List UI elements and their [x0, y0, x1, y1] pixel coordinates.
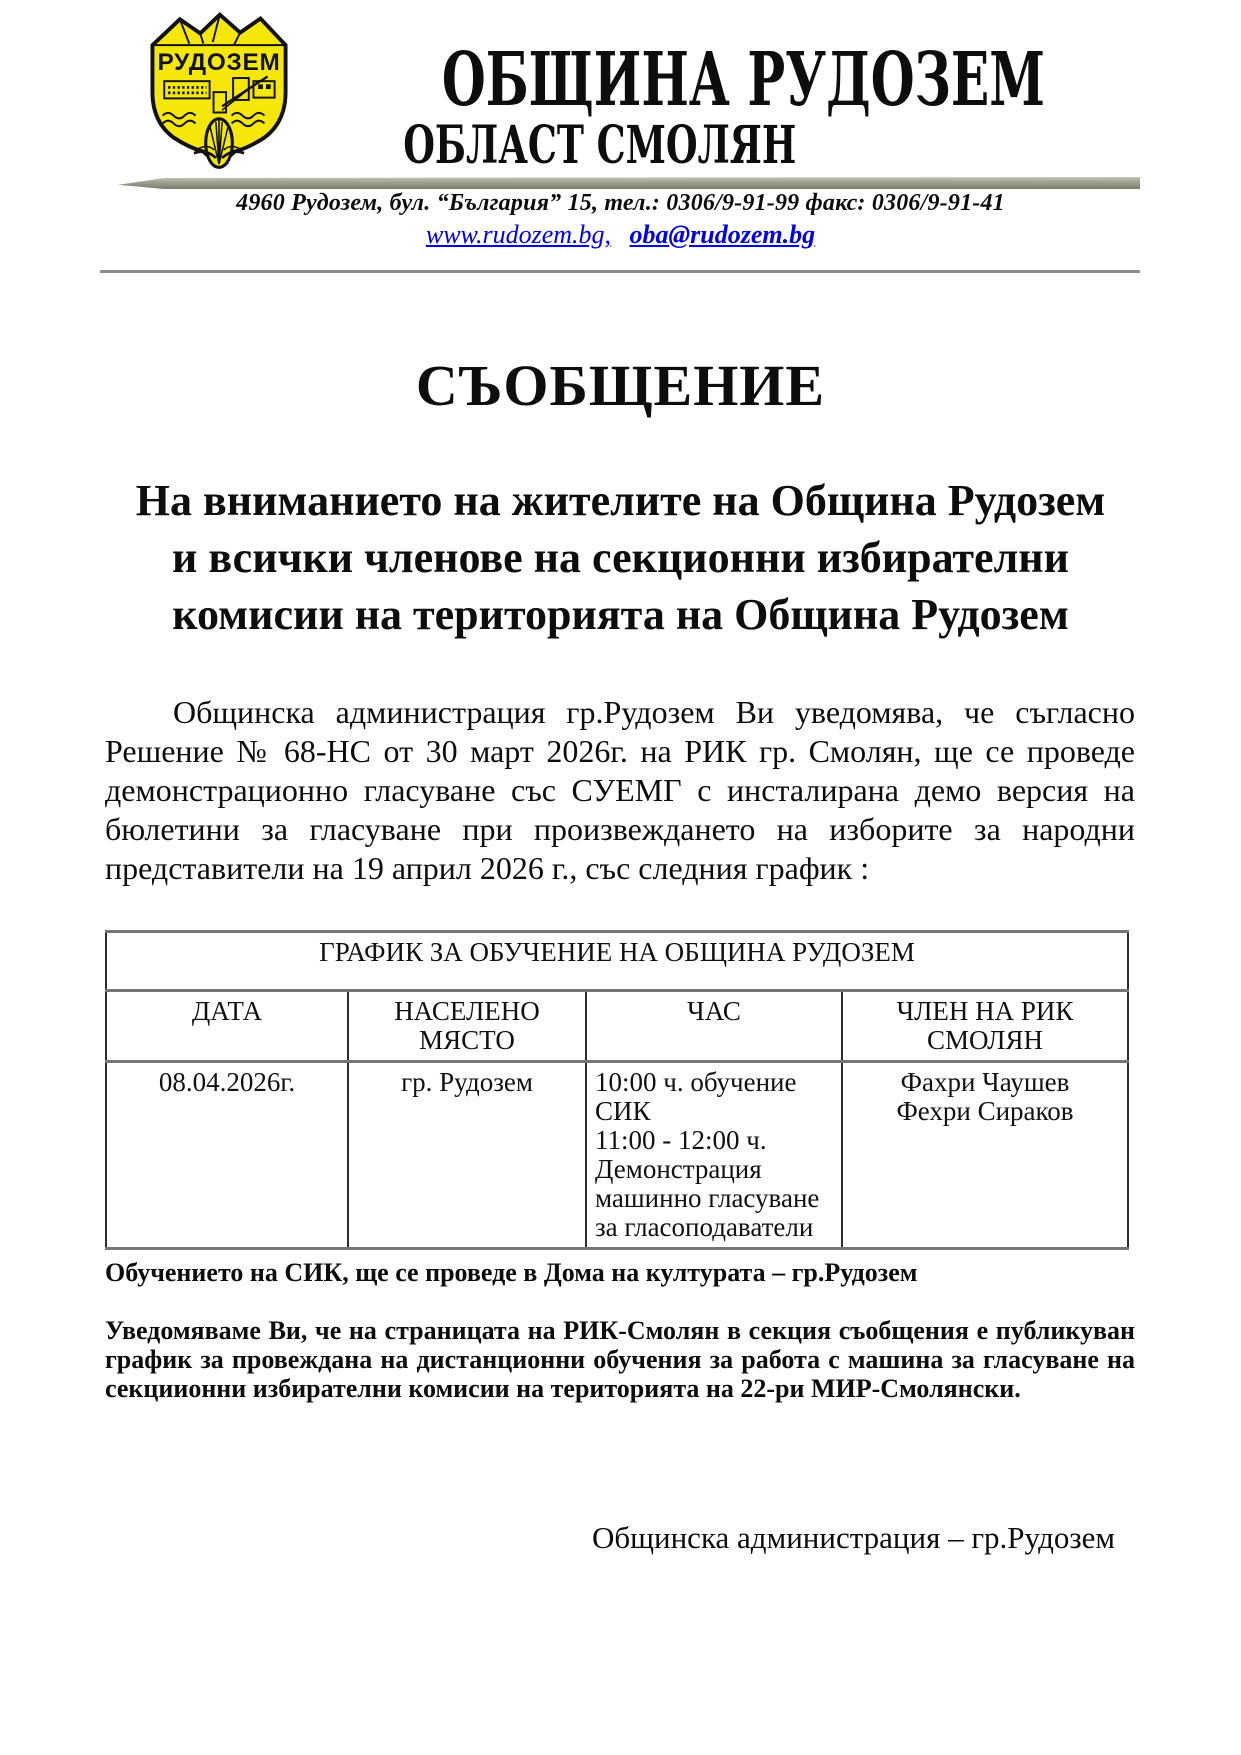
municipality-name-text: ОБЩИНА РУДОЗЕМ: [441, 37, 1045, 123]
cell-time-line-3: 11:00 - 12:00 ч.: [595, 1125, 767, 1155]
col-header-time: ЧАС: [586, 991, 842, 1062]
contact-links: [103, 220, 1138, 250]
table-row: [106, 1062, 1128, 1249]
cell-time-line-1: 10:00 ч. обучение: [595, 1067, 797, 1097]
header-titles: [300, 0, 1045, 176]
cell-place: гр. Рудозем: [348, 1062, 586, 1249]
cell-time-line-2: СИК: [595, 1096, 651, 1126]
header-rule: [100, 270, 1140, 273]
region-name: [300, 115, 900, 176]
training-schedule-table: [105, 930, 1129, 1250]
coat-of-arms-icon: [130, 6, 308, 172]
col-header-member-line-1: ЧЛЕН НА РИК: [896, 996, 1074, 1026]
col-header-place-line-2: МЯСТО: [419, 1025, 515, 1055]
cell-member-line-2: Фехри Сираков: [896, 1096, 1074, 1126]
document-title: СЪОБЩЕНИЕ: [415, 353, 826, 418]
website-link[interactable]: www.rudozem.bg,: [425, 220, 612, 249]
cell-time-line-5: машинно гласуване: [595, 1183, 820, 1213]
cell-time-line-4: Демонстрация: [595, 1154, 762, 1184]
cell-member-line-1: Фахри Чаушев: [900, 1067, 1070, 1097]
cell-date: 08.04.2026г.: [106, 1062, 348, 1249]
cell-time-line-6: за гласоподаватели: [595, 1212, 814, 1242]
cell-member: [842, 1062, 1128, 1249]
municipal-coat-of-arms: [130, 6, 308, 172]
table-header-row: [106, 991, 1128, 1062]
table-caption-row: [106, 932, 1128, 991]
heading-line-2: и всички членове на секционни избирателни: [172, 533, 1069, 582]
col-header-member: [842, 991, 1128, 1062]
email-link[interactable]: oba@rudozem.bg: [629, 220, 816, 249]
col-header-place: [348, 991, 586, 1062]
header-divider-bar: [118, 177, 1140, 189]
cell-time: [586, 1062, 842, 1249]
heading-line-3: комисии на територията на Община Рудозем: [172, 590, 1069, 639]
col-header-member-line-2: СМОЛЯН: [927, 1025, 1043, 1055]
col-header-place-line-1: НАСЕЛЕНО: [394, 996, 540, 1026]
signature-line: Общинска администрация – гр.Рудозем: [591, 1520, 1115, 1555]
address-line: 4960 Рудозем, бул. “България” 15, тел.: 0306/9-91-99 факс: 0306/9-91-41: [236, 190, 1005, 216]
training-location-note: Обучението на СИК, ще се проведе в Дома на културата – гр.Рудозем: [105, 1258, 918, 1287]
col-header-date: ДАТА: [106, 991, 348, 1062]
document-heading: [103, 472, 1138, 643]
table-caption: ГРАФИК ЗА ОБУЧЕНИЕ НА ОБЩИНА РУДОЗЕМ: [106, 932, 1128, 991]
heading-line-1: На вниманието на жителите на Община Рудозем: [135, 476, 1106, 525]
municipality-name: [300, 37, 1045, 123]
remote-training-info: Уведомяваме Ви, че на страницата на РИК-Смолян в секция съобщения е публикуван график за провеждана на дистанционни обучения за работа с машина за гласуване на секциионни избирателни комисии на територията на 22-ри МИР-Смолянски.: [105, 1316, 1135, 1403]
region-name-text: ОБЛАСТ СМОЛЯН: [403, 115, 797, 176]
logo-text: РУДОЗЕМ: [157, 49, 281, 77]
body-paragraph: Общинска администрация гр.Рудозем Ви уведомява, че съгласно Решение № 68-НС от 30 март 2026г. на РИК гр. Смолян, ще се проведе демонстрационно гласуване със СУЕМГ с инсталирана демо версия на бюлетини за гласуване при произвеждането на изборите за народни представители на 19 април 2026 г., със следния график :: [105, 694, 1135, 886]
